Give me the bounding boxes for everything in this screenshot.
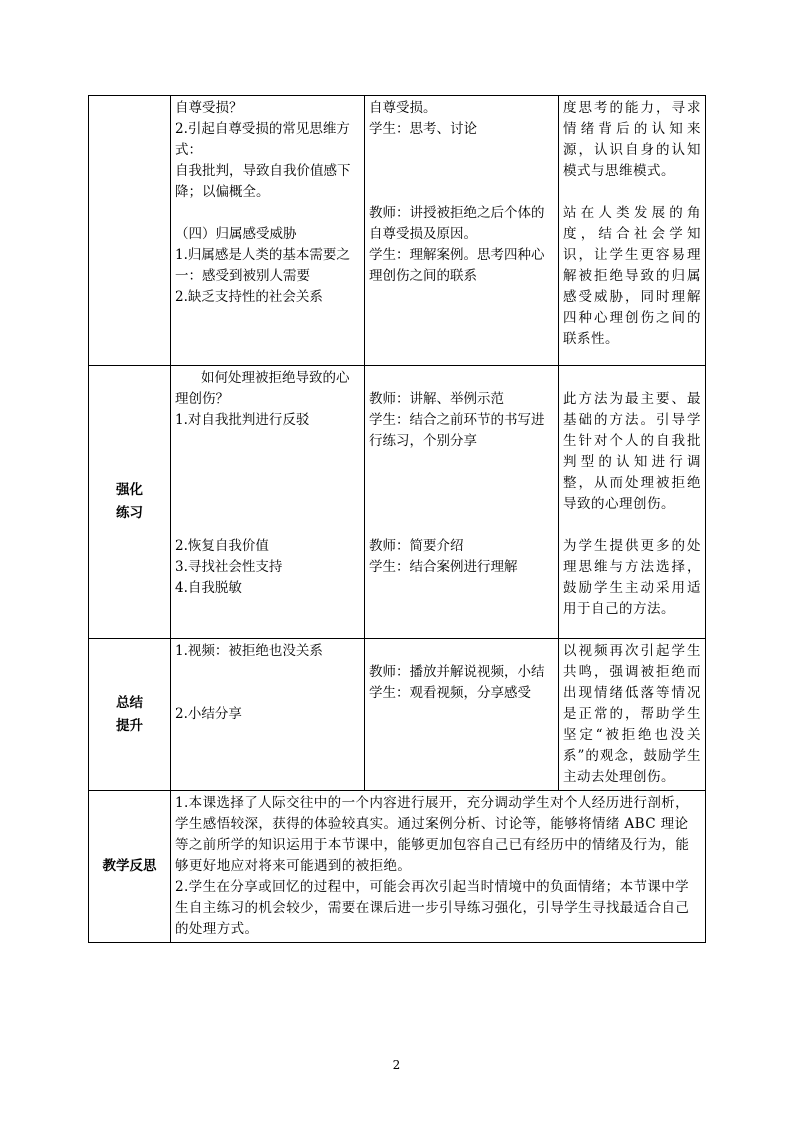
activity-cell [365,366,559,639]
content-cell [171,639,365,791]
activity-line: 学生：理解案例。思考四种心理创伤之间的联系 [369,247,545,284]
table-row [89,366,706,639]
row-label: 教学反思 [89,791,171,943]
content-line: 2.引起自尊受损的常见思维方式： [175,121,350,158]
content-line: 1.视频：被拒绝也没关系 [175,643,323,659]
activity-cell [365,96,559,366]
activity-line: 教师：讲授被拒绝之后个体的自尊受损及原因。 [369,205,545,242]
lesson-plan-table [88,95,706,943]
activity-line: 教师：讲解、举例示范 [369,391,504,407]
content-line: 4.自我脱敏 [175,580,242,596]
content-line: 3.寻找社会性支持 [175,559,283,575]
row-label-text: 强化练习 [116,482,143,521]
content-line: 自我批判，导致自我价值感下降；以偏概全。 [175,163,351,200]
row-label [89,366,171,639]
row-label [89,639,171,791]
intent-cell [559,96,706,366]
activity-line: 教师：简要介绍 [369,538,464,554]
content-cell [171,96,365,366]
intent-cell [559,639,706,791]
activity-line: 自尊受损。 [369,100,437,116]
activity-line: 学生：结合之前环节的书写进行练习，个别分享 [369,412,545,449]
intent-text: 度思考的能力，寻求情绪背后的认知来源，认识自身的认知模式与思维模式。 [563,100,701,179]
table-row [89,639,706,791]
intent-text: 此方法为最主要、最基础的方法。引导学生针对个人的自我批判型的认知进行调整，从而处理被拒绝导致的心理创伤。 [563,391,701,512]
section-heading: （四）归属感受威胁 [175,226,297,242]
content-line: 自尊受损？ [175,100,243,116]
intent-text: 站在人类发展的角度，结合社会学知识，让学生更容易理解被拒绝导致的归属感受威胁，同时理解四种心理创伤之间的联系性。 [563,205,701,347]
content-line: 2.小结分享 [175,706,242,722]
row-label-text: 总结提升 [116,694,143,734]
reflection-cell [171,791,706,943]
activity-line: 学生：结合案例进行理解 [369,559,518,575]
reflection-paragraph: 1.本课选择了人际交往中的一个内容进行展开，充分调动学生对个人经历进行剖析，学生感悟较深，获得的体验较真实。通过案例分析、讨论等，能够将情绪 ABC 理论等之前所学的知识运用于本节课中，能够更加包容自己已有经历中的情绪及行为，能够更好地应对将来可能遇到的被拒绝。 [175,795,690,874]
activity-line: 学生：观看视频，分享感受 [369,685,531,701]
section-heading: 如何处理被拒绝导致的心理创伤？ [175,370,350,407]
intent-text: 以视频再次引起学生共鸣，强调被拒绝而出现情绪低落等情况是正常的，帮助学生坚定“被拒绝也没关系”的观念，鼓励学生主动去处理创伤。 [563,643,701,785]
content-cell [171,366,365,639]
activity-line: 教师：播放并解说视频，小结 [369,664,545,680]
intent-cell [559,366,706,639]
content-line: 2.缺乏支持性的社会关系 [175,289,323,305]
content-line: 1.对自我批判进行反驳 [175,412,310,428]
reflection-paragraph: 2.学生在分享或回忆的过程中，可能会再次引起当时情境中的负面情绪；本节课中学生自主练习的机会较少，需要在课后进一步引导练习强化，引导学生寻找最适合自己的处理方式。 [175,879,690,937]
intent-text: 为学生提供更多的处理思维与方法选择，鼓励学生主动采用适用于自己的方法。 [563,538,701,617]
page-number: 2 [392,1058,401,1072]
content-line: 1.归属感是人类的基本需要之一：感受到被别人需要 [175,247,350,284]
content-line: 2.恢复自我价值 [175,538,269,554]
activity-line: 学生：思考、讨论 [369,121,477,137]
table-row [89,96,706,366]
table-row [89,791,706,943]
row-label [89,96,171,366]
activity-cell [365,639,559,791]
